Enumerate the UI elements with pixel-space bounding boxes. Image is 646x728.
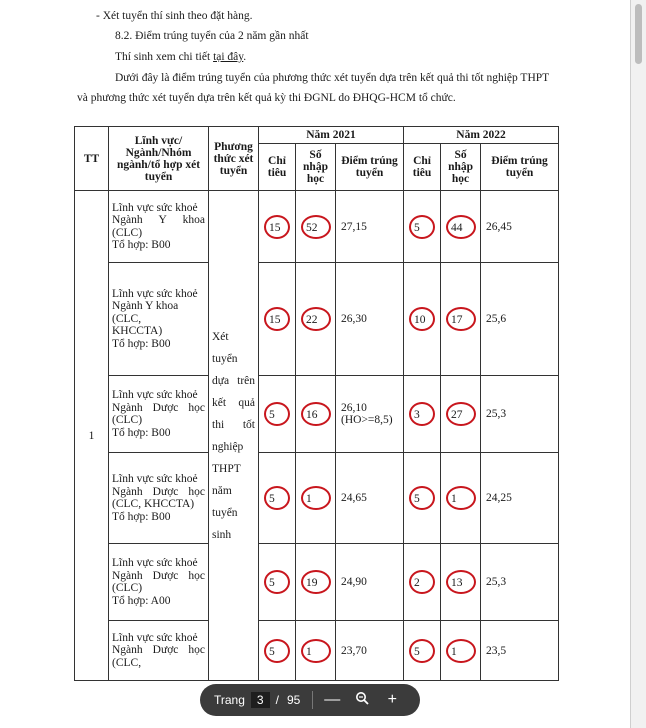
admitted-cell	[441, 544, 481, 621]
red-circle-annotation: 17	[446, 307, 476, 331]
score-value: 23,70	[341, 644, 367, 657]
score-cell	[336, 263, 404, 376]
scrollbar-track[interactable]	[631, 0, 646, 728]
minus-icon[interactable]: —	[324, 691, 341, 708]
red-circle-annotation: 52	[301, 215, 331, 239]
header-score-2021: Điểm trúng tuyển	[336, 144, 404, 191]
text-line-3-prefix: Thí sinh xem chi tiết	[115, 51, 214, 63]
admitted-cell	[296, 544, 336, 621]
quota-cell	[404, 544, 441, 621]
red-circle-annotation: 1	[301, 639, 331, 663]
red-circle-annotation: 5	[409, 486, 435, 510]
score-value: 24,90	[341, 576, 367, 588]
admitted-cell	[441, 263, 481, 376]
table-row	[75, 263, 559, 376]
red-circle-annotation: 15	[264, 307, 290, 331]
pdf-toolbar	[200, 684, 420, 716]
tt-cell: 1	[75, 191, 109, 681]
header-tt: TT	[75, 127, 109, 191]
admitted-cell	[296, 376, 336, 453]
red-circle-annotation: 5	[409, 215, 435, 239]
red-circle-annotation: 5	[264, 570, 290, 594]
plus-icon[interactable]: +	[387, 691, 397, 708]
header-quota-2022: Chỉ tiêu	[404, 144, 441, 191]
text-line-2: 8.2. Điểm trúng tuyển của 2 năm gần nhất	[115, 30, 309, 42]
score-value: 24,25	[486, 492, 512, 504]
score-value: 25,3	[486, 576, 507, 588]
field-cell: Lĩnh vực sức khoẻ Ngành Dược học (CLC) Tổ hợp: B00	[109, 376, 209, 453]
table-row	[75, 621, 559, 681]
score-cell	[336, 191, 404, 263]
red-circle-annotation: 5	[264, 402, 290, 426]
scrollbar-thumb[interactable]	[635, 4, 642, 64]
header-year-2022: Năm 2022	[404, 127, 559, 144]
red-circle-annotation: 1	[446, 486, 476, 510]
score-cell	[336, 544, 404, 621]
admitted-cell	[441, 453, 481, 544]
quota-cell	[259, 376, 296, 453]
score-value: 26,10 (HO>=8,5)	[341, 402, 393, 426]
magnifier-icon[interactable]	[351, 691, 373, 710]
score-value: 25,6	[486, 313, 507, 325]
score-value: 24,65	[341, 492, 367, 504]
quota-cell	[404, 621, 441, 681]
red-circle-annotation: 19	[301, 570, 331, 594]
score-cell	[481, 621, 559, 681]
score-cell	[481, 453, 559, 544]
red-circle-annotation: 27	[446, 402, 476, 426]
field-cell: Lĩnh vực sức khoẻ Ngành Dược học (CLC) Tổ hợp: A00	[109, 544, 209, 621]
score-cell	[481, 263, 559, 376]
text-line-5: và phương thức xét tuyển dựa trên kết quả kỳ thi ĐGNL do ĐHQG-HCM tổ chức.	[77, 92, 456, 104]
red-circle-annotation: 44	[446, 215, 476, 239]
score-cell	[481, 376, 559, 453]
score-cell	[481, 544, 559, 621]
field-cell: Lĩnh vực sức khoẻ Ngành Dược học (CLC,	[109, 621, 209, 681]
red-circle-annotation: 1	[301, 486, 331, 510]
red-circle-annotation: 15	[264, 215, 290, 239]
red-circle-annotation: 13	[446, 570, 476, 594]
total-pages: 95	[286, 693, 301, 707]
red-circle-annotation: 2	[409, 570, 435, 594]
table-row	[75, 376, 559, 453]
table-body	[75, 191, 559, 681]
red-circle-annotation: 3	[409, 402, 435, 426]
red-circle-annotation: 16	[301, 402, 331, 426]
score-value: 23,5	[486, 644, 507, 657]
quota-cell	[404, 191, 441, 263]
quota-cell	[404, 376, 441, 453]
quota-cell	[259, 263, 296, 376]
header-admitted-2021: Số nhập học	[296, 144, 336, 191]
current-page-input[interactable]: 3	[251, 692, 270, 708]
header-admitted-2022: Số nhập học	[441, 144, 481, 191]
quota-cell	[404, 263, 441, 376]
toolbar-divider	[312, 691, 313, 709]
admission-score-table	[74, 126, 559, 681]
score-cell	[336, 453, 404, 544]
text-line-3-suffix: .	[243, 51, 247, 63]
details-link[interactable]: tại đây	[213, 51, 244, 63]
red-circle-annotation: 5	[264, 486, 290, 510]
quota-cell	[259, 544, 296, 621]
text-line-1: - Xét tuyển thí sinh theo đặt hàng.	[96, 10, 253, 22]
score-cell	[481, 191, 559, 263]
admitted-cell	[441, 191, 481, 263]
score-value: 25,3	[486, 408, 507, 420]
table-row	[75, 544, 559, 621]
header-field: Lĩnh vực/ Ngành/Nhóm ngành/tổ hợp xét tuyển	[109, 127, 209, 191]
field-cell: Lĩnh vực sức khoẻ Ngành Y khoa (CLC) Tổ hợp: B00	[109, 191, 209, 263]
field-cell: Lĩnh vực sức khoẻ Ngành Y khoa (CLC, KHCCTA) Tổ hợp: B00	[109, 263, 209, 376]
score-cell	[336, 621, 404, 681]
quota-cell	[259, 191, 296, 263]
red-circle-annotation: 5	[264, 639, 290, 663]
admitted-cell	[296, 191, 336, 263]
header-score-2022: Điểm trúng tuyển	[481, 144, 559, 191]
quota-cell	[259, 453, 296, 544]
method-cell: Xét tuyển dựa trên kết quả thi tốt nghiệp THPT năm tuyển sinh	[209, 191, 259, 681]
score-cell	[336, 376, 404, 453]
admitted-cell	[296, 453, 336, 544]
header-quota-2021: Chỉ tiêu	[259, 144, 296, 191]
text-line-3	[115, 50, 246, 64]
table-row	[75, 453, 559, 544]
header-method: Phương thức xét tuyển	[209, 127, 259, 191]
score-value: 26,45	[486, 220, 512, 233]
red-circle-annotation: 1	[446, 639, 476, 663]
page-separator: /	[275, 693, 279, 707]
text-line-4: Dưới đây là điểm trúng tuyển của phương thức xét tuyển dựa trên kết quả thi tốt nghiệp THPT	[115, 72, 550, 84]
page-label: Trang	[214, 693, 245, 707]
red-circle-annotation: 5	[409, 639, 435, 663]
admitted-cell	[296, 263, 336, 376]
admitted-cell	[441, 621, 481, 681]
admitted-cell	[296, 621, 336, 681]
field-cell: Lĩnh vực sức khoẻ Ngành Dược học (CLC, KHCCTA) Tổ hợp: B00	[109, 453, 209, 544]
quota-cell	[259, 621, 296, 681]
table-row	[75, 191, 559, 263]
quota-cell	[404, 453, 441, 544]
red-circle-annotation: 22	[301, 307, 331, 331]
red-circle-annotation: 10	[409, 307, 435, 331]
score-value: 26,30	[341, 313, 367, 325]
score-value: 27,15	[341, 220, 367, 233]
admitted-cell	[441, 376, 481, 453]
header-year-2021: Năm 2021	[259, 127, 404, 144]
